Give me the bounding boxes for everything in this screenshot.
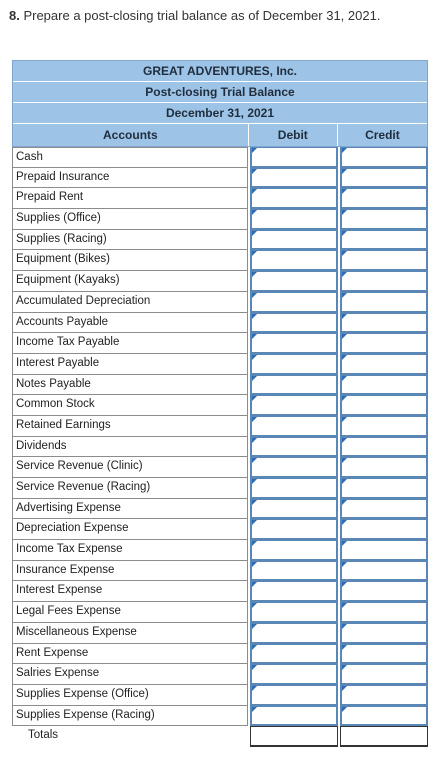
- credit-input[interactable]: [340, 540, 428, 561]
- table-row: [12, 519, 428, 540]
- account-name: Service Revenue (Clinic): [12, 457, 248, 478]
- account-name: Legal Fees Expense: [12, 602, 248, 623]
- debit-input[interactable]: [250, 416, 338, 437]
- debit-input[interactable]: [250, 561, 338, 582]
- credit-input[interactable]: [340, 230, 428, 251]
- debit-input[interactable]: [250, 644, 338, 665]
- table-row: [12, 540, 428, 561]
- table-row: [12, 188, 428, 209]
- account-name: Income Tax Expense: [12, 540, 248, 561]
- account-name: Supplies Expense (Office): [12, 685, 248, 706]
- credit-input[interactable]: [340, 375, 428, 396]
- account-name: Dividends: [12, 437, 248, 458]
- credit-input[interactable]: [340, 478, 428, 499]
- table-row: [12, 457, 428, 478]
- debit-input[interactable]: [250, 209, 338, 230]
- credit-input[interactable]: [340, 602, 428, 623]
- accounts-column-header: Accounts: [103, 128, 158, 142]
- table-header: [12, 60, 428, 124]
- account-name: Retained Earnings: [12, 416, 248, 437]
- credit-input[interactable]: [340, 706, 428, 727]
- question-number: 8.: [9, 8, 20, 23]
- table-row: [12, 354, 428, 375]
- table-row: [12, 602, 428, 623]
- debit-input[interactable]: [250, 457, 338, 478]
- table-row: [12, 499, 428, 520]
- account-name: Supplies (Office): [12, 209, 248, 230]
- statement-date: December 31, 2021: [13, 103, 427, 124]
- column-headers: [12, 124, 428, 147]
- credit-input[interactable]: [340, 354, 428, 375]
- credit-input[interactable]: [340, 561, 428, 582]
- credit-input[interactable]: [340, 416, 428, 437]
- totals-label: Totals: [28, 729, 59, 742]
- account-name: Salries Expense: [12, 664, 248, 685]
- debit-input[interactable]: [250, 354, 338, 375]
- account-name: Rent Expense: [12, 644, 248, 665]
- debit-column-header: Debit: [248, 124, 337, 146]
- account-name: Cash: [12, 147, 248, 168]
- credit-input[interactable]: [340, 457, 428, 478]
- table-row: [12, 209, 428, 230]
- account-name: Miscellaneous Expense: [12, 623, 248, 644]
- credit-input[interactable]: [340, 168, 428, 189]
- debit-input[interactable]: [250, 581, 338, 602]
- credit-input[interactable]: [340, 437, 428, 458]
- debit-input[interactable]: [250, 499, 338, 520]
- account-name: Common Stock: [12, 395, 248, 416]
- table-row: [12, 623, 428, 644]
- credit-input[interactable]: [340, 395, 428, 416]
- table-row: [12, 271, 428, 292]
- account-name: Income Tax Payable: [12, 333, 248, 354]
- account-name: Insurance Expense: [12, 561, 248, 582]
- credit-input[interactable]: [340, 333, 428, 354]
- account-name: Interest Expense: [12, 581, 248, 602]
- debit-input[interactable]: [250, 313, 338, 334]
- credit-input[interactable]: [340, 519, 428, 540]
- credit-input[interactable]: [340, 209, 428, 230]
- credit-input[interactable]: [340, 147, 428, 168]
- debit-input[interactable]: [250, 147, 338, 168]
- debit-total-input[interactable]: [250, 726, 338, 747]
- debit-input[interactable]: [250, 168, 338, 189]
- credit-input[interactable]: [340, 292, 428, 313]
- credit-input[interactable]: [340, 581, 428, 602]
- table-row: [12, 685, 428, 706]
- account-name: Accounts Payable: [12, 313, 248, 334]
- credit-column-header: Credit: [337, 124, 427, 146]
- table-row: [12, 706, 428, 727]
- account-name: Prepaid Rent: [12, 188, 248, 209]
- account-name: Equipment (Kayaks): [12, 271, 248, 292]
- credit-input[interactable]: [340, 644, 428, 665]
- account-name: Supplies Expense (Racing): [12, 706, 248, 727]
- debit-input[interactable]: [250, 437, 338, 458]
- debit-input[interactable]: [250, 230, 338, 251]
- credit-input[interactable]: [340, 685, 428, 706]
- table-row: [12, 313, 428, 334]
- debit-input[interactable]: [250, 271, 338, 292]
- debit-input[interactable]: [250, 602, 338, 623]
- account-name: Advertising Expense: [12, 499, 248, 520]
- account-name: Equipment (Bikes): [12, 250, 248, 271]
- credit-input[interactable]: [340, 664, 428, 685]
- account-name: Service Revenue (Racing): [12, 478, 248, 499]
- credit-input[interactable]: [340, 623, 428, 644]
- debit-input[interactable]: [250, 395, 338, 416]
- credit-input[interactable]: [340, 499, 428, 520]
- debit-input[interactable]: [250, 519, 338, 540]
- debit-input[interactable]: [250, 333, 338, 354]
- credit-input[interactable]: [340, 271, 428, 292]
- credit-input[interactable]: [340, 188, 428, 209]
- table-row: [12, 375, 428, 396]
- debit-input[interactable]: [250, 188, 338, 209]
- table-row: [12, 395, 428, 416]
- debit-input[interactable]: [250, 478, 338, 499]
- statement-title: Post-closing Trial Balance: [13, 82, 427, 103]
- account-name: Interest Payable: [12, 354, 248, 375]
- debit-input[interactable]: [250, 664, 338, 685]
- table-row: [12, 250, 428, 271]
- debit-input[interactable]: [250, 375, 338, 396]
- table-row: [12, 333, 428, 354]
- account-name: Accumulated Depreciation: [12, 292, 248, 313]
- table-row: [12, 230, 428, 251]
- debit-input[interactable]: [250, 685, 338, 706]
- debit-input[interactable]: [250, 706, 338, 727]
- question-text: Prepare a post-closing trial balance as of December 31, 2021.: [19, 8, 381, 23]
- table-row: [12, 561, 428, 582]
- table-row: [12, 664, 428, 685]
- credit-input[interactable]: [340, 250, 428, 271]
- table-row: [12, 437, 428, 458]
- account-name: Depreciation Expense: [12, 519, 248, 540]
- table-row: [12, 168, 428, 189]
- account-name: Notes Payable: [12, 375, 248, 396]
- trial-balance-table: [12, 60, 428, 747]
- account-rows: [12, 147, 428, 726]
- table-row: [12, 644, 428, 665]
- table-row: [12, 416, 428, 437]
- company-name: GREAT ADVENTURES, Inc.: [13, 61, 427, 82]
- debit-input[interactable]: [250, 292, 338, 313]
- credit-input[interactable]: [340, 313, 428, 334]
- totals-row: [12, 726, 428, 747]
- table-row: [12, 478, 428, 499]
- table-row: [12, 147, 428, 168]
- table-row: [12, 292, 428, 313]
- debit-input[interactable]: [250, 540, 338, 561]
- question-prompt: [9, 8, 380, 23]
- debit-input[interactable]: [250, 250, 338, 271]
- debit-input[interactable]: [250, 623, 338, 644]
- credit-total-input[interactable]: [340, 726, 428, 747]
- table-row: [12, 581, 428, 602]
- account-name: Prepaid Insurance: [12, 168, 248, 189]
- account-name: Supplies (Racing): [12, 230, 248, 251]
